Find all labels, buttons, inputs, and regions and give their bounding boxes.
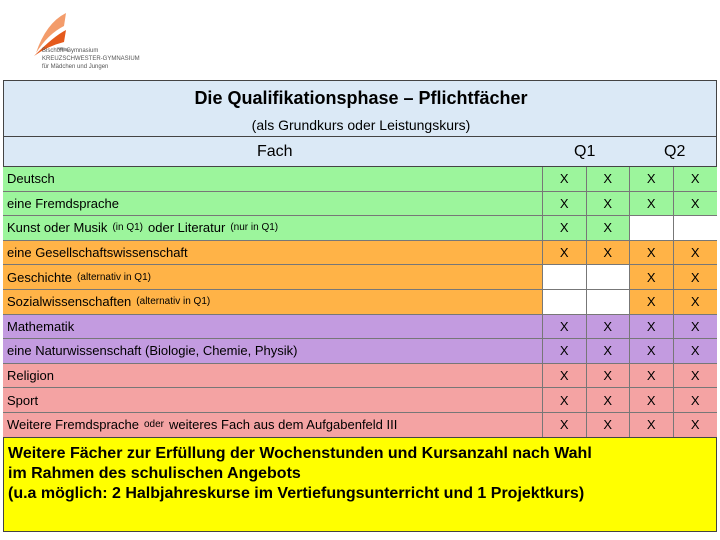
- q1-mark-cell: X: [587, 216, 631, 240]
- q2-mark-cell: X: [674, 192, 718, 216]
- logo-line-1: Bischöfl. Gymnasium: [42, 48, 99, 54]
- subject-name-cell: [3, 315, 543, 339]
- subject-text: (alternativ in Q1): [77, 271, 151, 283]
- table-row: [3, 265, 717, 290]
- subject-name-cell: [3, 192, 543, 216]
- table-row: [3, 216, 717, 241]
- q2-mark-cell: X: [630, 241, 674, 265]
- q1-mark-cell: X: [543, 413, 587, 437]
- q1-mark-cell: X: [543, 364, 587, 388]
- q1-mark-cell: X: [587, 413, 631, 437]
- q2-mark-cell: [630, 216, 674, 240]
- subject-name-cell: [3, 388, 543, 412]
- q2-mark-cell: X: [674, 315, 718, 339]
- subject-text: (in Q1): [112, 222, 143, 234]
- subject-text: Religion: [7, 368, 54, 384]
- table-row: [3, 339, 717, 364]
- q2-mark-cell: X: [630, 413, 674, 437]
- subject-text: oder: [143, 419, 164, 431]
- table-row: [3, 388, 717, 413]
- table-row: [3, 315, 717, 340]
- subject-name-cell: [3, 339, 543, 363]
- q2-mark-cell: X: [674, 364, 718, 388]
- column-header-q1: Q1: [574, 143, 596, 160]
- q1-mark-cell: X: [543, 167, 587, 191]
- q1-mark-cell: X: [543, 241, 587, 265]
- q1-mark-cell: [543, 265, 587, 289]
- subject-table: [3, 167, 717, 438]
- subject-name-cell: [3, 290, 543, 314]
- subject-name-cell: [3, 265, 543, 289]
- subject-text: (alternativ in Q1): [136, 296, 211, 308]
- q2-mark-cell: X: [630, 339, 674, 363]
- column-header-q2: Q2: [664, 143, 686, 160]
- subject-text: Geschichte: [7, 269, 73, 285]
- header-box: [3, 80, 717, 137]
- q2-mark-cell: X: [674, 388, 718, 412]
- subject-text: Weitere Fremdsprache: [7, 417, 139, 433]
- q1-mark-cell: X: [587, 364, 631, 388]
- subject-name-cell: [3, 241, 543, 265]
- table-row: [3, 241, 717, 266]
- footer-line-2: im Rahmen des schulischen Angebots: [8, 465, 301, 482]
- q1-mark-cell: X: [543, 192, 587, 216]
- q1-mark-cell: [543, 290, 587, 314]
- q2-mark-cell: X: [630, 388, 674, 412]
- table-row: [3, 192, 717, 217]
- logo-line-2: KREUZSCHWESTER-GYMNASIUM: [42, 56, 140, 62]
- q2-mark-cell: X: [674, 265, 718, 289]
- subject-text: (nur in Q1): [230, 222, 279, 234]
- table-row: [3, 364, 717, 389]
- table-row: [3, 290, 717, 315]
- q2-mark-cell: X: [630, 265, 674, 289]
- subject-text: eine Gesellschaftswissenschaft: [7, 245, 188, 261]
- subject-name-cell: [3, 216, 543, 240]
- q1-mark-cell: X: [543, 315, 587, 339]
- footer-line-1: Weitere Fächer zur Erfüllung der Wochenstunden und Kursanzahl nach Wahl: [8, 445, 592, 462]
- q1-mark-cell: X: [587, 315, 631, 339]
- q2-mark-cell: X: [630, 364, 674, 388]
- subject-text: Sozialwissenschaften: [7, 294, 132, 310]
- column-header-fach: Fach: [257, 143, 293, 160]
- q1-mark-cell: [587, 290, 631, 314]
- q2-mark-cell: X: [674, 167, 718, 191]
- q2-mark-cell: X: [674, 339, 718, 363]
- q2-mark-cell: X: [674, 241, 718, 265]
- q1-mark-cell: X: [543, 388, 587, 412]
- logo-line-3: für Mädchen und Jungen: [42, 64, 109, 70]
- q2-mark-cell: X: [674, 413, 718, 437]
- subject-text: eine Fremdsprache: [7, 195, 119, 211]
- subject-text: Kunst oder Musik: [7, 220, 108, 236]
- q1-mark-cell: X: [587, 192, 631, 216]
- column-header-row: [3, 137, 717, 167]
- q2-mark-cell: X: [630, 315, 674, 339]
- q1-mark-cell: [587, 265, 631, 289]
- subject-text: Sport: [7, 392, 39, 408]
- table-row: [3, 413, 717, 438]
- q2-mark-cell: X: [674, 290, 718, 314]
- subject-name-cell: [3, 413, 543, 437]
- subject-text: oder Literatur: [148, 220, 226, 236]
- q2-mark-cell: [674, 216, 718, 240]
- subject-name-cell: [3, 167, 543, 191]
- q1-mark-cell: X: [543, 216, 587, 240]
- page-subtitle: (als Grundkurs oder Leistungskurs): [251, 117, 471, 133]
- q2-mark-cell: X: [630, 192, 674, 216]
- subject-text: Mathematik: [7, 318, 75, 334]
- q2-mark-cell: X: [630, 167, 674, 191]
- q1-mark-cell: X: [587, 388, 631, 412]
- subject-name-cell: [3, 364, 543, 388]
- subject-text: weiteres Fach aus dem Aufgabenfeld III: [169, 417, 398, 433]
- subject-text: Deutsch: [7, 171, 55, 187]
- q1-mark-cell: X: [587, 241, 631, 265]
- footer-note: [3, 437, 717, 532]
- footer-line-3: (u.a möglich: 2 Halbjahreskurse im Vertiefungsunterricht und 1 Projektkurs): [8, 485, 585, 502]
- q2-mark-cell: X: [630, 290, 674, 314]
- q1-mark-cell: X: [543, 339, 587, 363]
- table-row: [3, 167, 717, 192]
- q1-mark-cell: X: [587, 339, 631, 363]
- subject-text: eine Naturwissenschaft (Biologie, Chemie, Physik): [7, 343, 298, 359]
- q1-mark-cell: X: [587, 167, 631, 191]
- page-title: Die Qualifikationsphase – Pflichtfächer: [194, 88, 528, 108]
